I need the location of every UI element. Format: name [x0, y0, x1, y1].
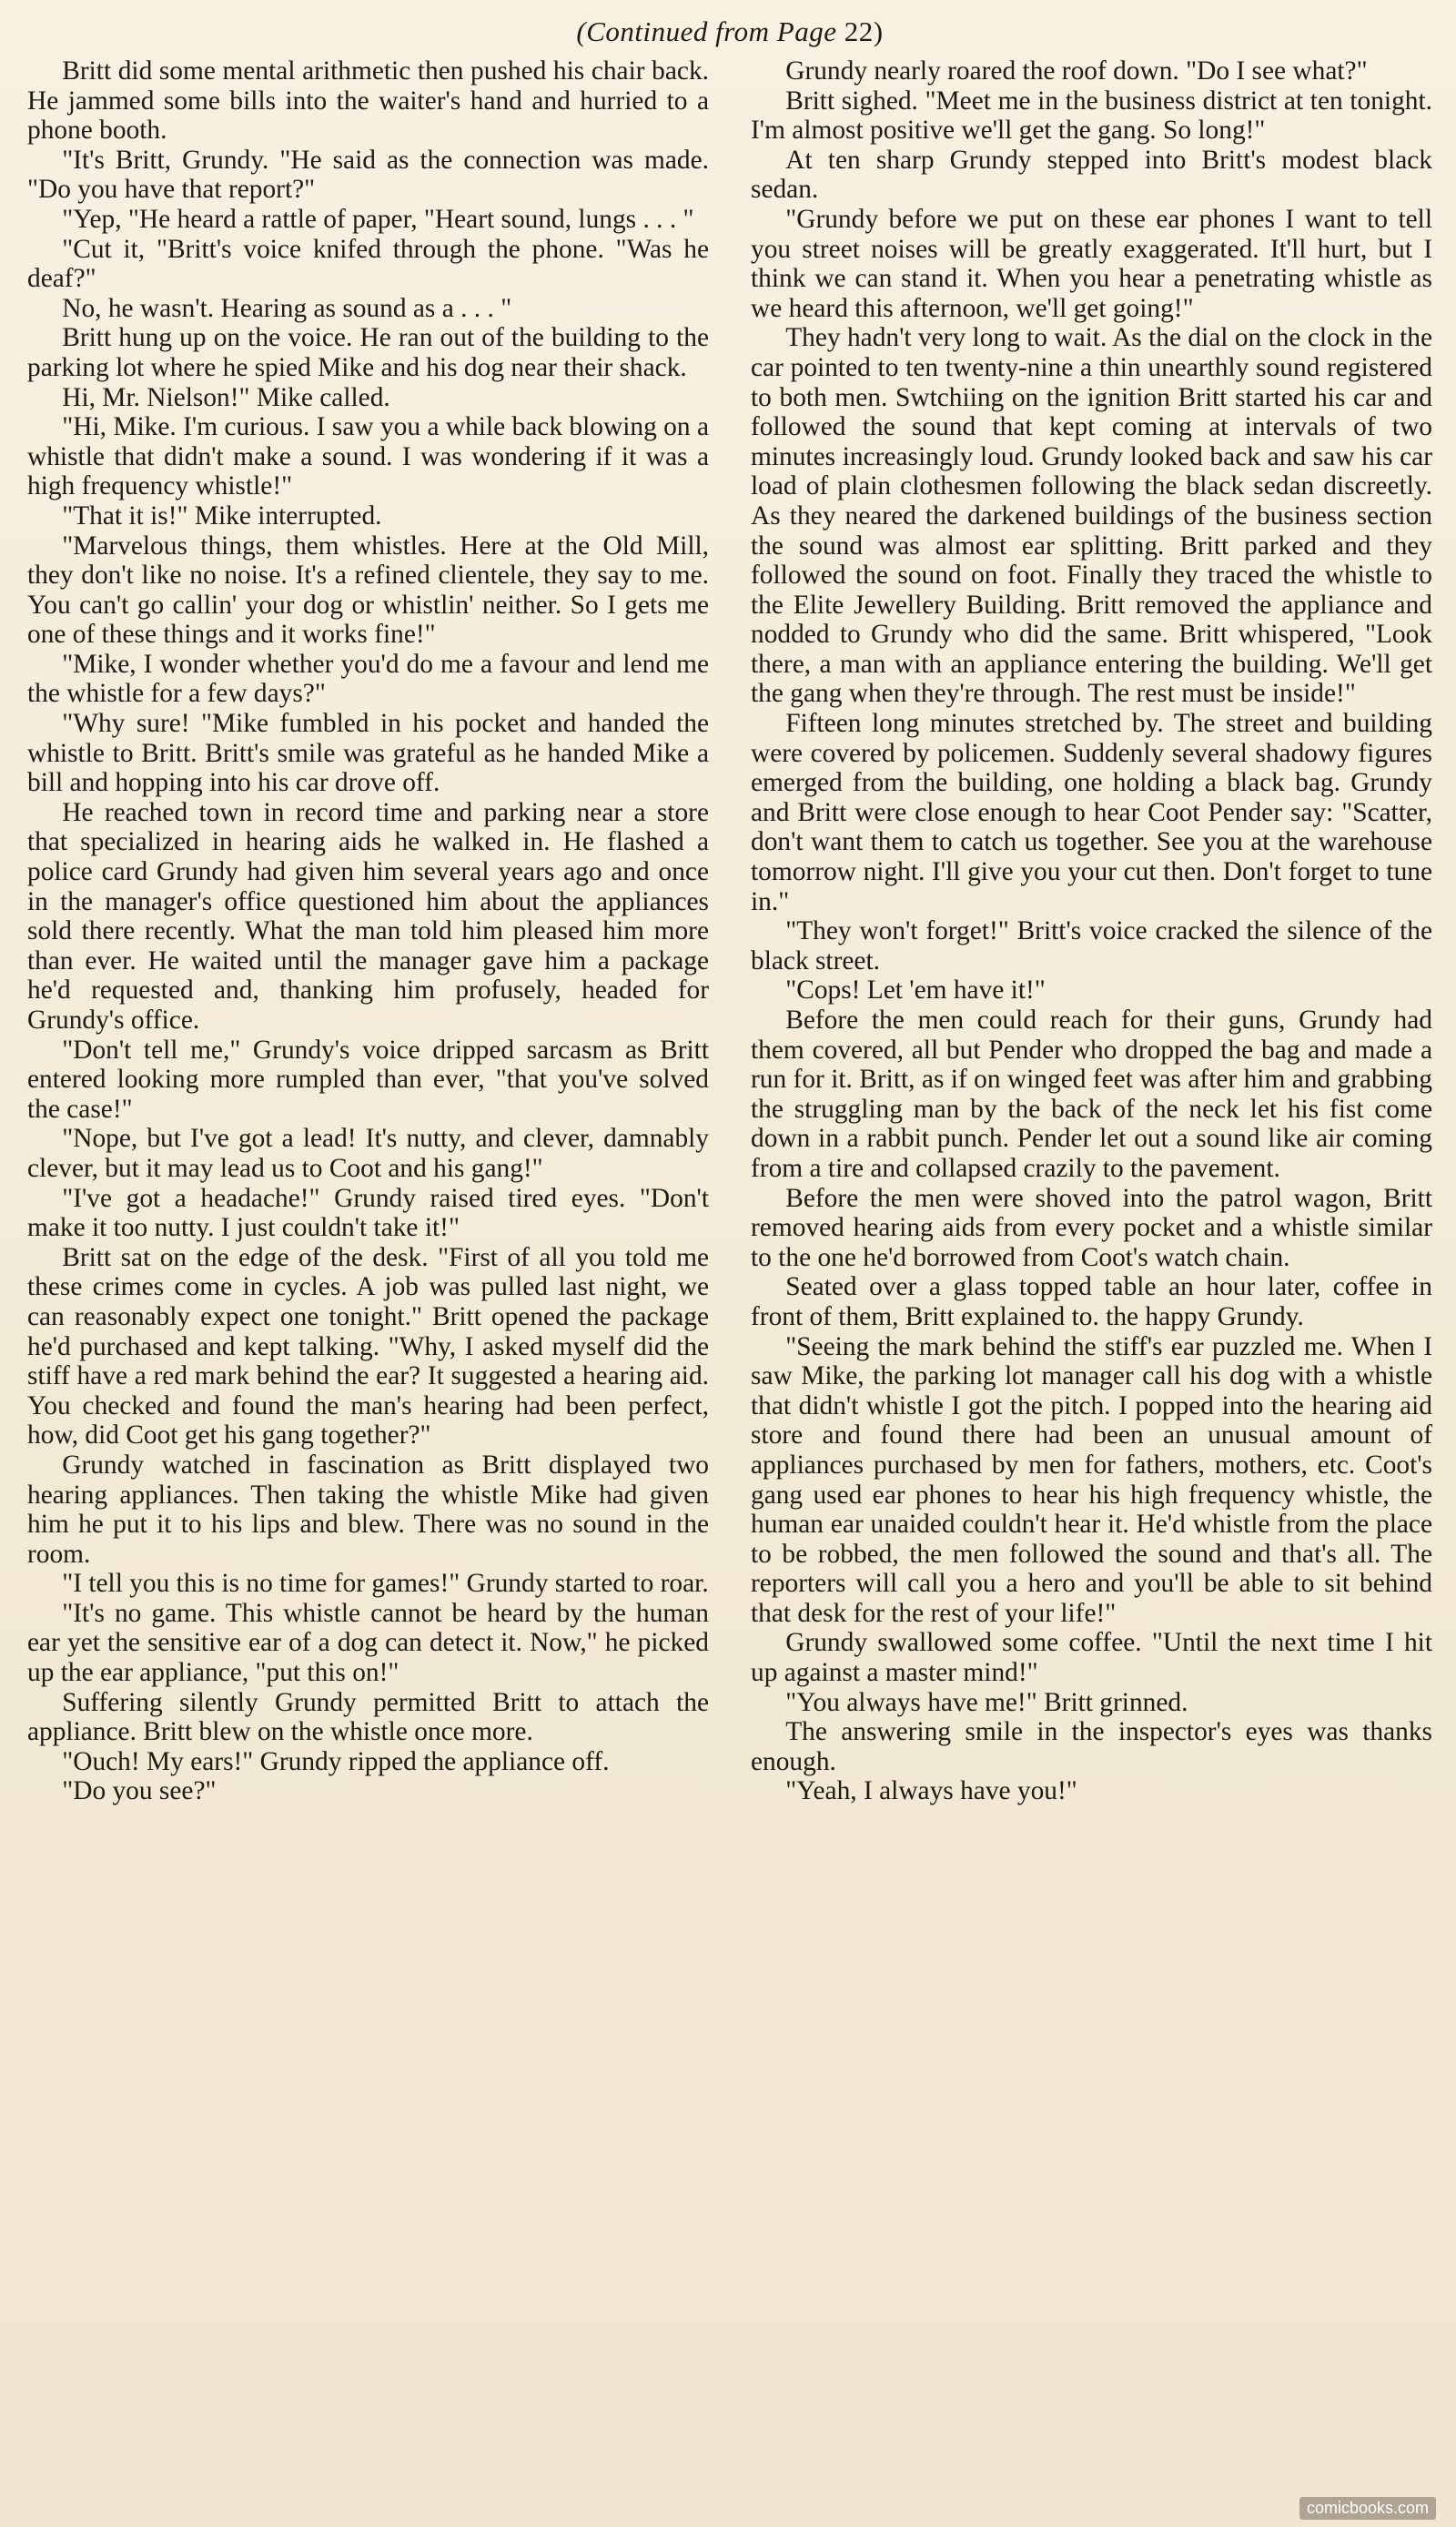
paragraph: The answering smile in the inspector's eyes was thanks enough. [751, 1717, 1432, 1776]
paragraph: At ten sharp Grundy stepped into Britt's modest black sedan. [751, 145, 1432, 205]
paragraph: Britt sat on the edge of the desk. "First of all you told me these crimes come in cycles. A job was pulled last night, we can reasonably expect one tonight." Britt opened the package he'd purchased and kept talking. "Why, I asked myself did the stiff have a red mark behind the ear? It suggested a hearing aid. You checked and found the man's hearing had been perfect, how, did Coot get his gang together?" [27, 1242, 709, 1450]
paragraph: Hi, Mr. Nielson!" Mike called. [62, 382, 390, 412]
paragraph: "Yeah, I always have you!" [785, 1776, 1077, 1806]
watermark: comicbooks.com [1299, 2497, 1436, 2520]
paragraph: "Nope, but I've got a lead! It's nutty, and clever, damnably clever, but it may lead us to Coot and his gang!" [27, 1124, 709, 1183]
paragraph: "It's Britt, Grundy. "He said as the connection was made. "Do you have that report?" [27, 145, 709, 205]
paragraph: "You always have me!" Britt grinned. [785, 1687, 1188, 1717]
paragraph: They hadn't very long to wait. As the dial on the clock in the car pointed to ten twenty-nine a thin unearthly sound registered to both men. Swtchiing on the ignition Britt started his car and followed the sound that kept coming at intervals of two minutes increasingly loud. Grundy looked back and saw his car load of plain clothesmen following the black sedan discreetly. As they neared the darkened buildings of the business section the sound was almost ear splitting. Britt parked and they followed the sound on foot. Finally they traced the whistle to the Elite Jewellery Building. Britt removed the appliance and nodded to Grundy who did the same. Britt whispered, "Look there, a man with an appliance entering the building. We'll get the gang when they're through. The rest must be inside!" [751, 323, 1432, 709]
paragraph: "Grundy before we put on these ear phones I want to tell you street noises will be greatly exaggerated. It'll hurt, but I think we can stand it. When you hear a penetrating whistle as we heard this afternoon, we'll get going!" [751, 204, 1432, 323]
paragraph: "Ouch! My ears!" Grundy ripped the appliance off. [62, 1746, 610, 1776]
continued-header [27, 13, 1432, 51]
paragraph: "I've got a headache!" Grundy raised tired eyes. "Don't make it too nutty. I just couldn't take it!" [27, 1183, 709, 1243]
paragraph: "They won't forget!" Britt's voice cracked the silence of the black street. [751, 916, 1432, 975]
paragraph: Seated over a glass topped table an hour later, coffee in front of them, Britt explained to. the happy Grundy. [751, 1272, 1432, 1331]
paragraph: "Mike, I wonder whether you'd do me a favour and lend me the whistle for a few days?" [27, 649, 709, 709]
paragraph: Britt hung up on the voice. He ran out of the building to the parking lot where he spied Mike and his dog near their shack. [27, 323, 709, 382]
paragraph: "It's no game. This whistle cannot be heard by the human ear yet the sensitive ear of a dog can detect it. Now," he picked up the ear appliance, "put this on!" [27, 1598, 709, 1688]
paragraph: "Yep, "He heard a rattle of paper, "Heart sound, lungs . . . " [62, 204, 694, 234]
paragraph: "That it is!" Mike interrupted. [62, 500, 382, 531]
continued-label: (Continued from Page [576, 15, 837, 47]
paragraph: Before the men were shoved into the patrol wagon, Britt removed hearing aids from every pocket and a whistle similar to the one he'd borrowed from Coot's watch chain. [751, 1183, 1432, 1272]
paragraph: Grundy watched in fascination as Britt displayed two hearing appliances. Then taking the whistle Mike had given him he put it to his lips and blew. There was no sound in the room. [27, 1450, 709, 1569]
paragraph: Britt sighed. "Meet me in the business district at ten tonight. I'm almost positive we'll get the gang. So long!" [751, 86, 1432, 146]
right-column [751, 56, 1432, 1806]
left-column [27, 56, 709, 1806]
paragraph: "Cut it, "Britt's voice knifed through the phone. "Was he deaf?" [27, 234, 709, 294]
paragraph: He reached town in record time and parking near a store that specialized in hearing aids he walked in. He flashed a police card Grundy had given him several years ago and once in the manager's office questioned him about the appliances sold there recently. What the man told him pleased him more than ever. He waited until the manager gave him a package he'd requested and, thanking him profusely, headed for Grundy's office. [27, 797, 709, 1035]
paragraph: "Cops! Let 'em have it!" [785, 975, 1046, 1006]
paragraph: "Why sure! "Mike fumbled in his pocket and handed the whistle to Britt. Britt's smile was grateful as he handed Mike a bill and hopping into his car drove off. [27, 709, 709, 798]
paragraph: "I tell you this is no time for games!" Grundy started to roar. [62, 1569, 709, 1599]
paragraph: "Do you see?" [62, 1776, 217, 1806]
paragraph: "Hi, Mike. I'm curious. I saw you a while back blowing on a whistle that didn't make a sound. I was wondering if it was a high frequency whistle!" [27, 412, 709, 501]
continued-page-number: 22) [844, 15, 884, 47]
paragraph: "Seeing the mark behind the stiff's ear puzzled me. When I saw Mike, the parking lot manager call his dog with a whistle that didn't whistle I got the pitch. I popped into the hearing aid store and found there had been an unusual amount of appliances purchased by men for fathers, mothers, etc. Coot's gang used ear phones to hear his high frequency whistle, the human ear unaided couldn't hear it. He'd whistle from the place to be robbed, the men followed the sound and that's all. The reporters will call you a hero and you'll be able to sit behind that desk for the rest of your life!" [751, 1331, 1432, 1628]
paragraph: Before the men could reach for their guns, Grundy had them covered, all but Pender who dropped the bag and made a run for it. Britt, as if on winged feet was after him and grabbing the struggling man by the back of the neck let his fist come down in a rabbit punch. Pender let out a sound like air coming from a tire and collapsed crazily to the pavement. [751, 1006, 1432, 1183]
paragraph: "Don't tell me," Grundy's voice dripped sarcasm as Britt entered looking more rumpled than ever, "that you've solved the case!" [27, 1035, 709, 1124]
paragraph: Grundy swallowed some coffee. "Until the next time I hit up against a master mind!" [751, 1628, 1432, 1688]
paragraph: Fifteen long minutes stretched by. The street and building were covered by policemen. Suddenly several shadowy figures emerged from the building, one holding a black bag. Grundy and Britt were close enough to hear Coot Pender say: "Scatter, don't want them to catch us together. See you at the warehouse tomorrow night. I'll give you your cut then. Don't forget to tune in." [751, 709, 1432, 916]
paragraph: Suffering silently Grundy permitted Britt to attach the appliance. Britt blew on the whistle once more. [27, 1687, 709, 1747]
paragraph: No, he wasn't. Hearing as sound as a . . . " [62, 293, 512, 323]
paragraph: "Marvelous things, them whistles. Here at the Old Mill, they don't like no noise. It's a refined clientele, they say to me. You can't go callin' your dog or whistlin' neither. So I gets me one of these things and it works fine!" [27, 531, 709, 650]
paragraph: Grundy nearly roared the roof down. "Do I see what?" [785, 56, 1368, 86]
text-columns [27, 56, 1432, 1806]
paragraph: Britt did some mental arithmetic then pushed his chair back. He jammed some bills into the waiter's hand and hurried to a phone booth. [27, 56, 709, 146]
